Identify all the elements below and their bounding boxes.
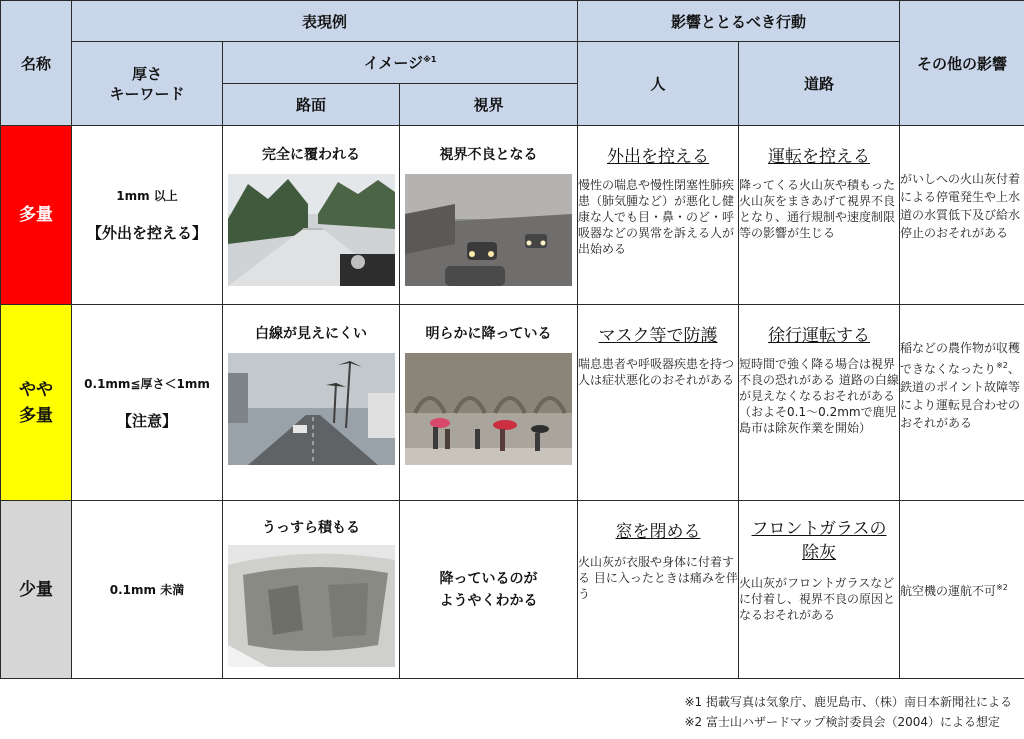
visibility-caption-light-line1: 降っているのが <box>439 570 538 587</box>
surface-cell-moderate <box>223 305 400 501</box>
keyword-heavy: 【外出を控える】 <box>86 224 207 242</box>
umbrella-crowd-photo <box>405 353 572 465</box>
road-title-light-line1: フロントガラスの <box>751 519 887 539</box>
header-thickness <box>72 42 223 126</box>
visibility-caption-heavy: 視界不良となる <box>439 147 538 163</box>
keyword-cell-moderate <box>72 305 223 501</box>
other-light-text: 航空機の運航不可 <box>900 584 997 598</box>
other-moderate-note: ※2 <box>996 361 1008 370</box>
level-heavy: 多量 <box>1 126 72 305</box>
header-impact: 影響ととるべき行動 <box>578 1 900 42</box>
road-text-heavy: 降ってくる火山灰や積もった火山灰をまきあげて視界不良となり、通行規制や速度制限等の影響が生じる <box>739 178 896 240</box>
road-title-light-line2: 除灰 <box>802 543 837 563</box>
person-text-heavy: 慢性の喘息や慢性閉塞性肺疾患（肺気腫など）が悪化し健康な人でも目・鼻・のど・呼吸器などの異常を訴える人が出始める <box>578 178 735 256</box>
footnote-2: ※2 富士山ハザードマップ検討委員会（2004）による想定 <box>684 715 1001 729</box>
keyword-cell-heavy <box>72 126 223 305</box>
ash-on-windshield-photo <box>228 545 395 667</box>
footnotes <box>684 692 1012 732</box>
thickness-moderate: 0.1mm≦厚さ＜1mm <box>84 376 210 391</box>
header-other: その他の影響 <box>900 1 1024 126</box>
header-examples: 表現例 <box>72 1 578 42</box>
level-moderate <box>1 305 72 501</box>
person-title-heavy: 外出を控える <box>607 147 710 167</box>
other-moderate-text: 稲などの農作物が収穫できなくなったり <box>900 341 1021 376</box>
visibility-cell-moderate <box>400 305 578 501</box>
surface-caption-heavy: 完全に覆われる <box>262 147 360 163</box>
level-moderate-line1: やや <box>19 379 53 400</box>
person-cell-heavy <box>578 126 739 305</box>
road-cell-heavy <box>739 126 900 305</box>
other-heavy: がいしへの火山灰付着による停電発生や上水道の水質低下及び給水停止のおそれがある <box>900 126 1024 305</box>
person-title-moderate: マスク等で防護 <box>598 326 718 346</box>
person-title-light: 窓を閉める <box>615 522 701 542</box>
header-person: 人 <box>578 42 739 126</box>
visibility-caption-light <box>400 501 578 679</box>
keyword-moderate: 【注意】 <box>116 411 177 430</box>
road-text-moderate: 短時間で強く降る場合は視界不良の恐れがある 道路の白線が見えなくなるおそれがある（およそ0.1～0.2mmで鹿児島市は除灰作業を開始） <box>739 357 899 435</box>
header-road: 道路 <box>739 42 900 126</box>
header-thickness-line2: キーワード <box>109 84 185 103</box>
header-image-label: イメージ <box>363 54 424 72</box>
road-cell-moderate <box>739 305 900 501</box>
header-thickness-line1: 厚さ <box>131 64 162 83</box>
keyword-cell-light <box>72 501 223 679</box>
road-text-light: 火山灰がフロントガラスなどに付着し、視界不良の原因となるおそれがある <box>739 576 896 622</box>
level-moderate-line2: 多量 <box>19 405 53 426</box>
row-moderate <box>1 305 1024 501</box>
palm-road-photo <box>228 353 395 465</box>
ash-fog-road-photo <box>405 174 572 286</box>
header-visibility: 視界 <box>400 84 578 126</box>
row-heavy <box>1 126 1024 305</box>
row-light <box>1 501 1024 679</box>
road-title-heavy: 運転を控える <box>768 147 871 167</box>
visibility-caption-moderate: 明らかに降っている <box>425 326 552 342</box>
surface-caption-light: うっすら積もる <box>262 520 360 536</box>
road-title-moderate: 徐行運転する <box>768 326 871 346</box>
header-image-note: ※1 <box>423 55 437 64</box>
person-cell-light <box>578 501 739 679</box>
other-light-note: ※2 <box>996 583 1008 592</box>
surface-caption-moderate: 白線が見えにくい <box>255 326 367 342</box>
person-text-moderate: 喘息患者や呼吸器疾患を持つ人は症状悪化のおそれがある <box>578 357 735 387</box>
road-cell-light <box>739 501 900 679</box>
other-moderate <box>900 305 1024 501</box>
header-image <box>223 42 578 84</box>
footnote-1: ※1 掲載写真は気象庁、鹿児島市、（株）南日本新聞社による <box>684 695 1012 709</box>
road-title-light <box>739 517 899 565</box>
visibility-cell-heavy <box>400 126 578 305</box>
snow-covered-road-photo <box>228 174 395 286</box>
level-light: 少量 <box>1 501 72 679</box>
person-text-light: 火山灰が衣服や身体に付着する 目に入ったときは痛みを伴う <box>578 555 738 601</box>
visibility-caption-light-line2: ようやくわかる <box>439 592 538 609</box>
header-road-surface: 路面 <box>223 84 400 126</box>
thickness-light: 0.1mm 未満 <box>109 583 185 597</box>
other-light <box>900 501 1024 679</box>
thickness-heavy: 1mm 以上 <box>116 189 178 203</box>
surface-cell-heavy <box>223 126 400 305</box>
header-name: 名称 <box>1 1 72 126</box>
surface-cell-light <box>223 501 400 679</box>
person-cell-moderate <box>578 305 739 501</box>
other-moderate-tail: 、鉄道のポイント故障等により運転見合わせのおそれがある <box>900 362 1021 430</box>
